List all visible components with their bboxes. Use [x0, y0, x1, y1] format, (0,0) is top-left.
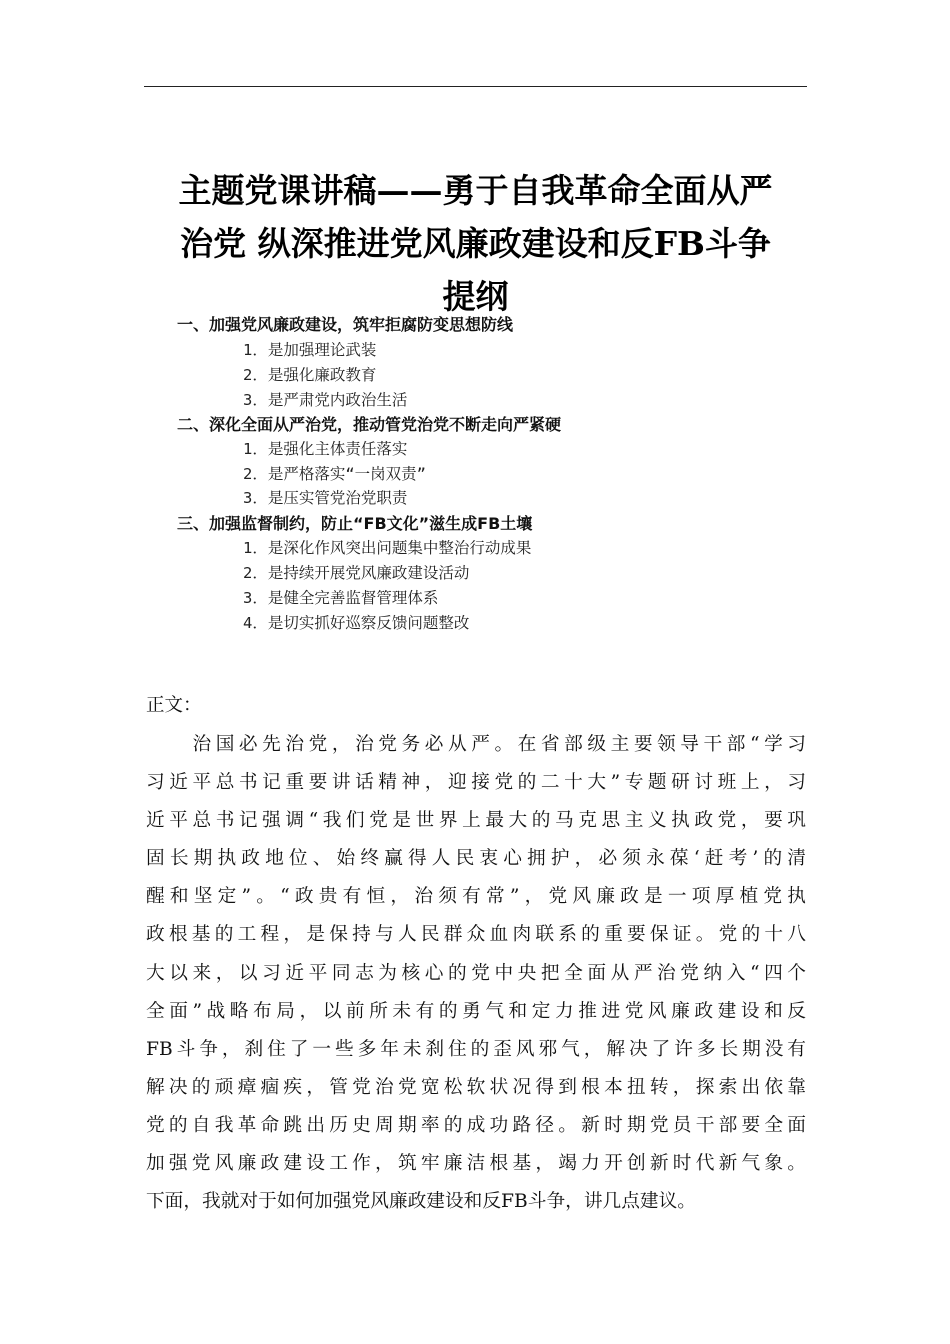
title-line-3: 提纲	[442, 277, 509, 316]
outline-heading-1: 一、加强党风廉政建设，筑牢拒腐防变思想防线	[177, 315, 514, 334]
outline-item: 2．是持续开展党风廉政建设活动	[243, 564, 470, 582]
outline-heading-2: 二、深化全面从严治党，推动管党治党不断走向严紧硬	[177, 415, 562, 434]
body-line: 下面，我就对于如何加强党风廉政建设和反FB斗争，讲几点建议。	[146, 1191, 696, 1213]
outline-item: 2．是严格落实“一岗双责”	[243, 465, 426, 483]
outline-item: 3．是压实管党治党职责	[243, 489, 408, 507]
body-label: 正文：	[146, 695, 202, 716]
outline-heading-3: 三、加强监督制约，防止“FB文化”滋生成FB土壤	[177, 514, 533, 533]
outline-item: 1．是深化作风突出问题集中整治行动成果	[243, 539, 532, 557]
body-line: FB斗争，刹住了一些多年未刹住的歪风邪气，解决了许多长期没有	[146, 1038, 806, 1060]
body-line: 习近平总书记重要讲话精神，迎接党的二十大”专题研讨班上，习	[146, 772, 806, 794]
outline-item: 3．是严肃党内政治生活	[243, 391, 408, 409]
header-rule	[144, 86, 807, 87]
body-line: 解决的顽瘴痼疾，管党治党宽松软状况得到根本扭转，探索出依靠	[146, 1076, 806, 1098]
outline-item: 3．是健全完善监督管理体系	[243, 589, 439, 607]
body-line: 大以来，以习近平同志为核心的党中央把全面从严治党纳入“四个	[146, 962, 806, 984]
body-line: 全面”战略布局，以前所未有的勇气和定力推进党风廉政建设和反	[146, 1000, 806, 1022]
outline-item: 1．是强化主体责任落实	[243, 440, 408, 458]
outline-item: 1．是加强理论武装	[243, 341, 377, 359]
outline-item: 2．是强化廉政教育	[243, 366, 377, 384]
body-line: 醒和坚定”。“政贵有恒，治须有常”，党风廉政是一项厚植党执	[146, 886, 806, 908]
body-line: 固长期执政地位、始终赢得人民衷心拥护，必须永葆‘赶考’的清	[146, 848, 806, 870]
body-line: 加强党风廉政建设工作，筑牢廉洁根基，竭力开创新时代新气象。	[146, 1153, 806, 1175]
body-line: 政根基的工程，是保持与人民群众血肉联系的重要保证。党的十八	[146, 924, 806, 946]
title-line-1: 主题党课讲稿——勇于自我革命全面从严	[178, 171, 773, 210]
body-line: 治国必先治党，治党务必从严。在省部级主要领导干部“学习	[146, 734, 806, 755]
body-line: 近平总书记强调“我们党是世界上最大的马克思主义执政党，要巩	[146, 810, 806, 832]
body-text	[146, 726, 806, 1221]
document-title	[144, 164, 807, 323]
outline-item: 4．是切实抓好巡察反馈问题整改	[243, 614, 470, 632]
body-line: 党的自我革命跳出历史周期率的成功路径。新时期党员干部要全面	[146, 1114, 806, 1136]
title-line-2: 治党 纵深推进党风廉政建设和反FB斗争	[180, 224, 771, 263]
